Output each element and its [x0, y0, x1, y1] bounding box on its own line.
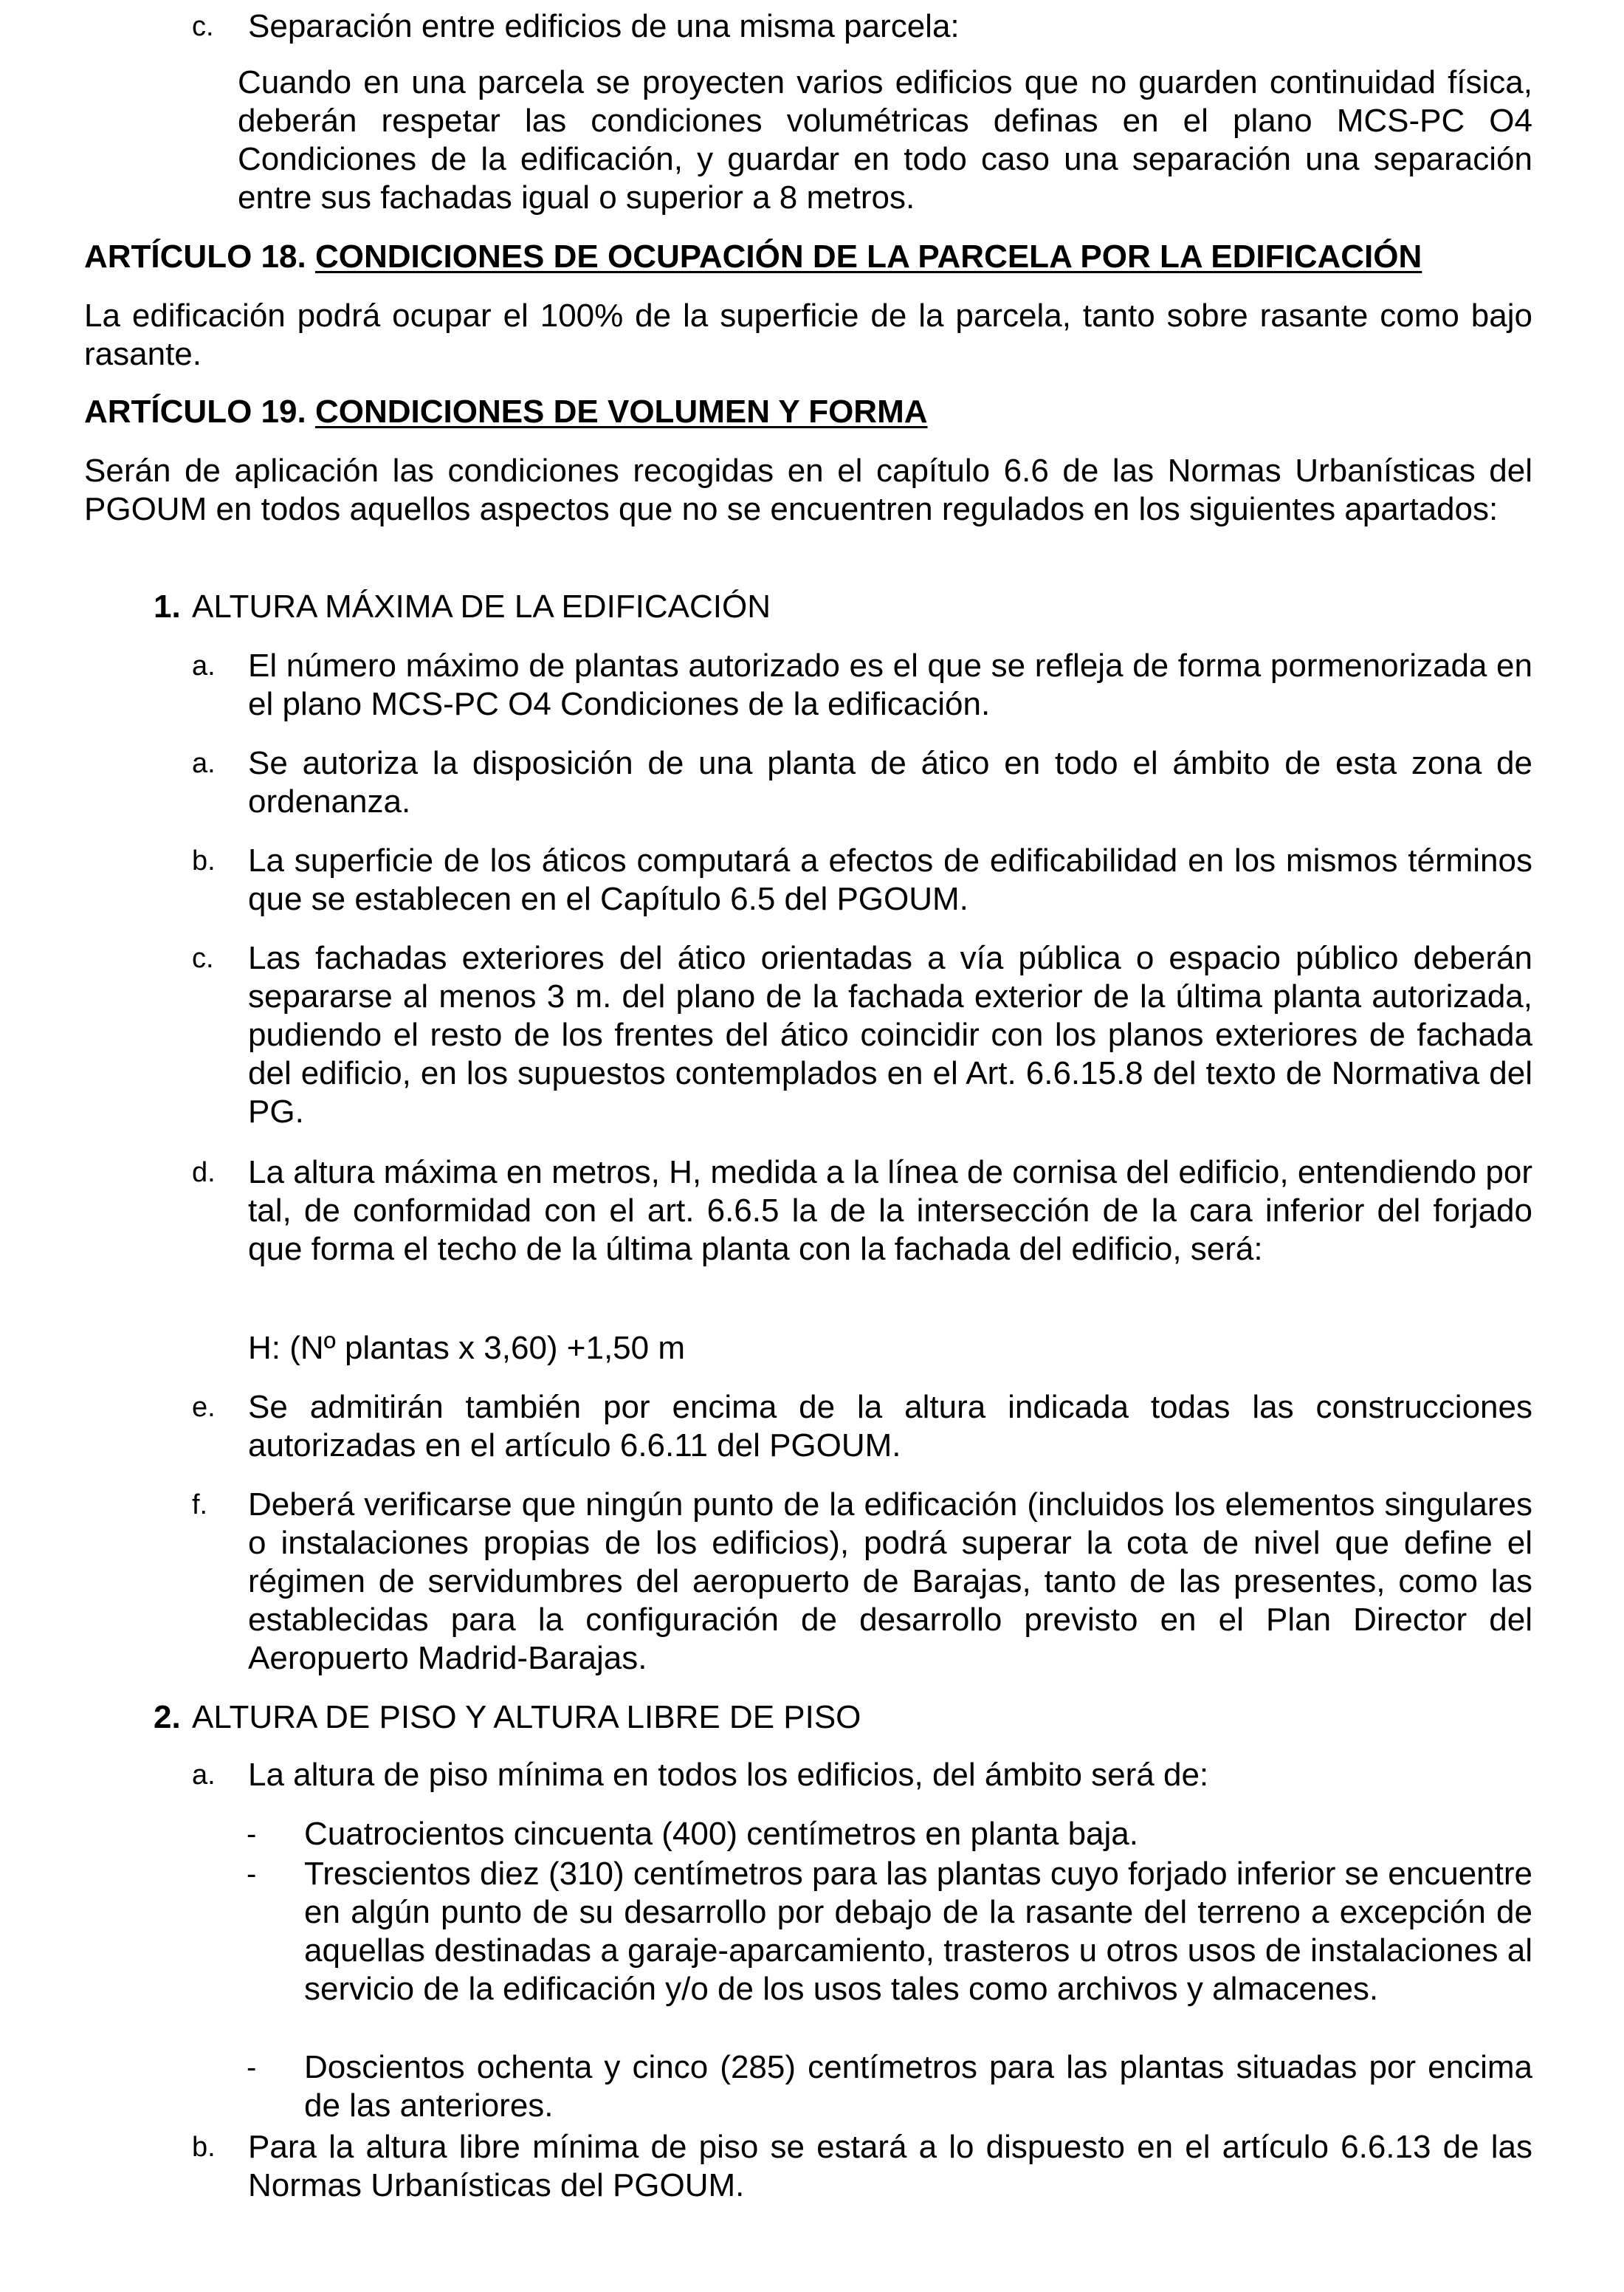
list-item-text: Se admitirán también por encima de la altura indicada todas las construcciones autorizadas en el artículo 6.6.11 del PGOUM. [248, 1389, 1532, 1464]
article-19-heading [84, 393, 1532, 431]
intro-paragraph: Cuando en una parcela se proyecten varios edificios que no guarden continuidad física, deberán respetar las condiciones volumétricas definas en el plano MCS-PC O4 Condiciones de la edificación, y guardar en todo caso una separación una separación entre sus fachadas igual o superior a 8 metros. [238, 64, 1532, 216]
list-marker: a. [192, 748, 216, 779]
section-2-title: ALTURA DE PISO Y ALTURA LIBRE DE PISO [192, 1699, 861, 1735]
list-item-text: Deberá verificarse que ningún punto de la edificación (incluidos los elementos singulares o instalaciones propias de los edificios), podrá superar la cota de nivel que define el régimen de servidumbres del aeropuerto de Barajas, tanto de las presentes, como las establecidas para la configuración de desarrollo previsto en el Plan Director del Aeropuerto Madrid-Barajas. [248, 1486, 1532, 1676]
list-marker: b. [192, 845, 216, 876]
dash-item-text: Doscientos ochenta y cinco (285) centímetros para las plantas situadas por encima de las anteriores. [304, 2049, 1532, 2124]
list-item-text: Para la altura libre mínima de piso se estará a lo dispuesto en el artículo 6.6.13 de las Normas Urbanísticas del PGOUM. [248, 2129, 1532, 2203]
list-item-text: Las fachadas exteriores del ático orientadas a vía pública o espacio público deberán separarse al menos 3 m. del plano de la fachada exterior de la última planta autorizada, pudiendo el resto de los frentes del ático coincidir con los planos exteriores de fachada del edificio, en los supuestos contemplados en el Art. 6.6.15.8 del texto de Normativa del PG. [248, 940, 1532, 1130]
list-item-text: La altura de piso mínima en todos los edificios, del ámbito será de: [248, 1757, 1209, 1793]
section-2-number: 2. [154, 1699, 181, 1735]
section-1-title: ALTURA MÁXIMA DE LA EDIFICACIÓN [192, 589, 771, 625]
list-marker: c. [192, 943, 214, 974]
section-1-number: 1. [154, 589, 181, 625]
list-item-text: La superficie de los áticos computará a efectos de edificabilidad en los mismos términos que se establecen en el Capítulo 6.5 del PGOUM. [248, 843, 1532, 917]
list-marker: a. [192, 1760, 216, 1791]
dash-marker: - [247, 2051, 257, 2084]
list-marker: e. [192, 1392, 216, 1423]
intro-item-text: Separación entre edificios de una misma parcela: [248, 8, 960, 44]
list-marker: f. [192, 1489, 208, 1520]
height-formula: H: (Nº plantas x 3,60) +1,50 m [248, 1330, 686, 1366]
list-item-text: El número máximo de plantas autorizado es el que se refleja de forma pormenorizada en el plano MCS-PC O4 Condiciones de la edificación. [248, 648, 1532, 722]
article-19-body: Serán de aplicación las condiciones recogidas en el capítulo 6.6 de las Normas Urbanísticas del PGOUM en todos aquellos aspectos que no se encuentren regulados en los siguientes apartados: [84, 453, 1532, 527]
article-19-title: CONDICIONES DE VOLUMEN Y FORMA [314, 394, 928, 430]
article-18-body: La edificación podrá ocupar el 100% de la superficie de la parcela, tanto sobre rasante como bajo rasante. [84, 298, 1532, 372]
dash-marker: - [247, 1818, 257, 1850]
list-marker: a. [192, 651, 216, 682]
list-marker: d. [192, 1157, 216, 1188]
article-18-title: CONDICIONES DE OCUPACIÓN DE LA PARCELA POR LA EDIFICACIÓN [314, 239, 1422, 275]
article-19-label: ARTÍCULO 19. [84, 394, 306, 430]
article-18-label: ARTÍCULO 18. [84, 239, 306, 275]
list-marker: b. [192, 2132, 216, 2163]
dash-marker: - [247, 1858, 257, 1890]
list-item-text: La altura máxima en metros, H, medida a la línea de cornisa del edificio, entendiendo por tal, de conformidad con el art. 6.6.5 la de la intersección de la cara inferior del forjado que forma el techo de la última planta con la fachada del edificio, será: [248, 1154, 1532, 1267]
article-18-heading [84, 238, 1532, 276]
dash-item-text: Cuatrocientos cincuenta (400) centímetros en planta baja. [304, 1816, 1138, 1852]
dash-item-text: Trescientos diez (310) centímetros para las plantas cuyo forjado inferior se encuentre en algún punto de su desarrollo por debajo de la rasante del terreno a excepción de aquellas destinadas a garaje-aparcamiento, trasteros u otros usos de instalaciones al servicio de la edificación y/o de los usos tales como archivos y almacenes. [304, 1856, 1532, 2007]
list-marker: c. [192, 11, 214, 42]
list-item-text: Se autoriza la disposición de una planta de ático en todo el ámbito de esta zona de ordenanza. [248, 745, 1532, 820]
